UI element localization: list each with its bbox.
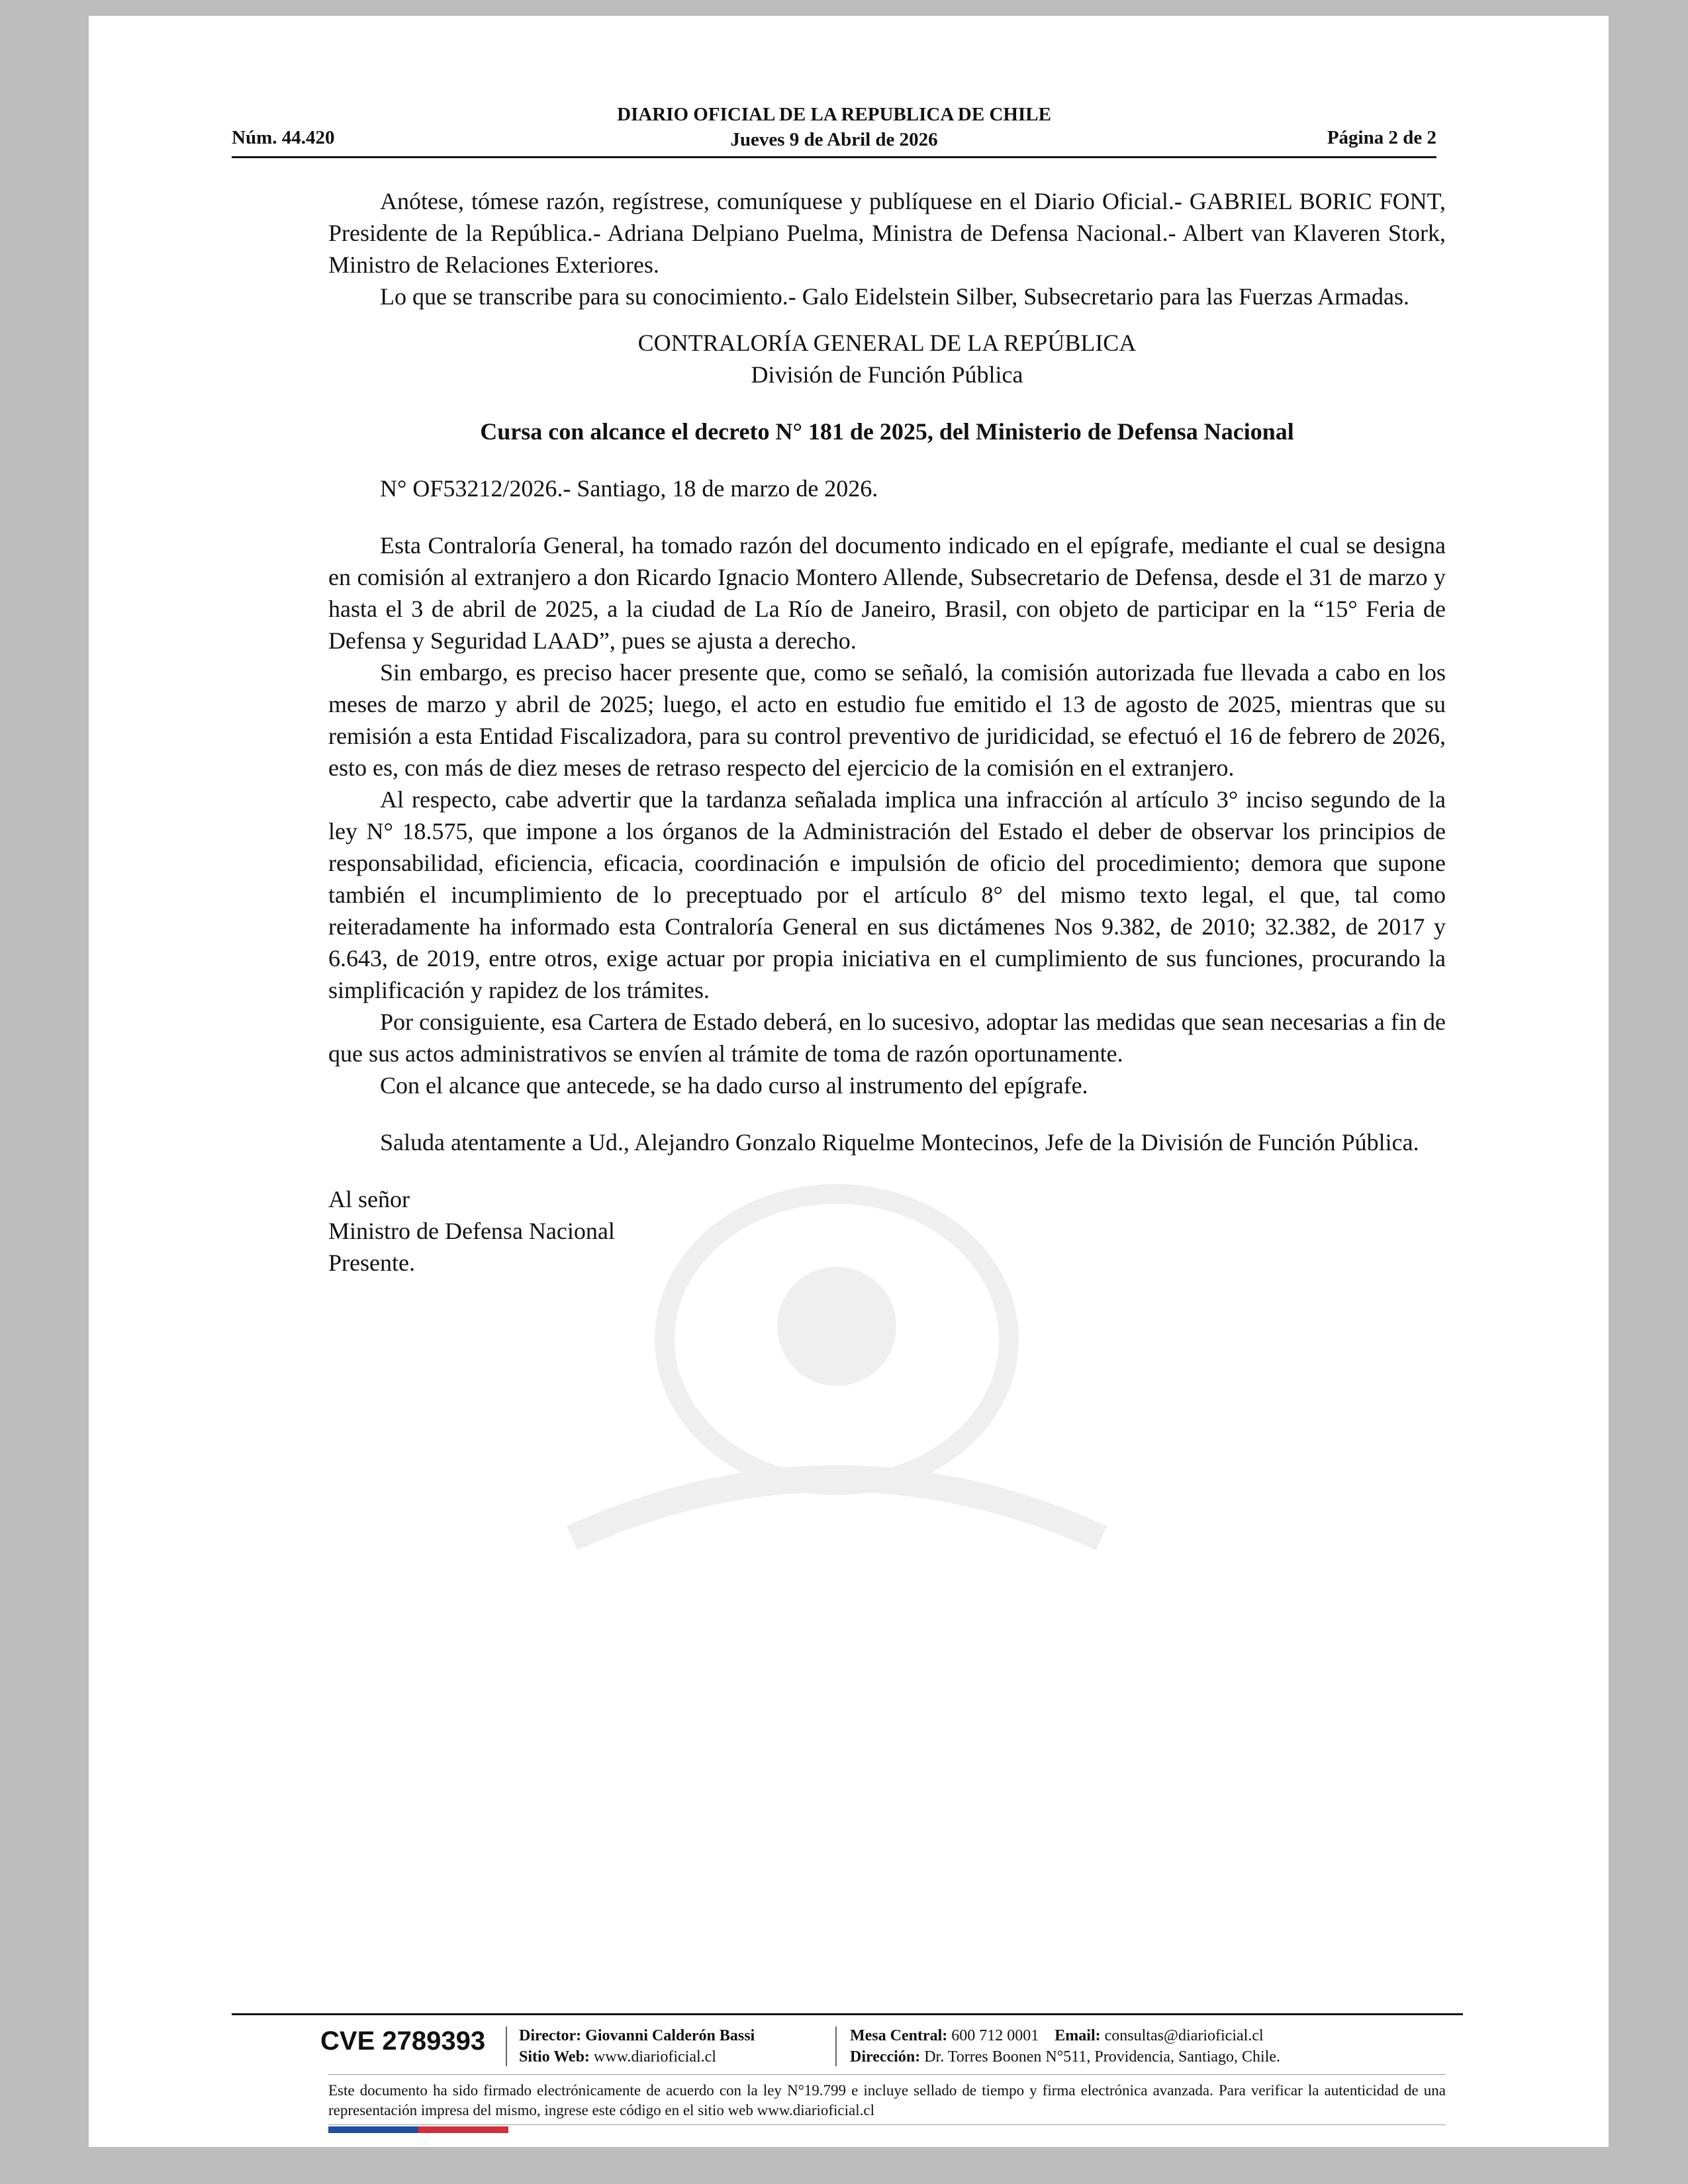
footer-divider [328,2074,1446,2075]
signature-paragraph: Saluda atentamente a Ud., Alejandro Gonzalo Riquelme Montecinos, Jefe de la División de Función Pública. [380,1129,1419,1156]
mesa-phone: 600 712 0001 [951,2027,1039,2044]
organization-name: CONTRALORÍA GENERAL DE LA REPÚBLICA [637,330,1137,356]
footer-separator [506,2026,507,2066]
header-center [232,102,1436,152]
body-paragraph: Sin embargo, es preciso hacer presente que, como se señaló, la comisión autorizada fue llevada a cabo en los meses de marzo y abril de 2025; luego, el acto en estudio fue emitido el 13 de agosto de 2025, mientras que su remisión a esta Entidad Fiscalizadora, para su control preventivo de juridicidad, se efectuó el 16 de febrero de 2026, esto es, con más de diez meses de retraso respecto del ejercicio de la comisión en el extranjero. [328,659,1446,781]
footer-divider [232,2013,1463,2015]
header-divider [232,156,1436,158]
website-link[interactable]: www.diarioficial.cl [593,2048,716,2066]
body-paragraph: Esta Contraloría General, ha tomado razón del documento indicado en el epígrafe, mediante el cual se designa en comisión al extranjero a don Ricardo Ignacio Montero Allende, Subsecretario de Defensa, desde el 31 de marzo y hasta el 3 de abril de 2025, a la ciudad de La Río de Janeiro, Brasil, con objeto de participar en la “15° Feria de Defensa y Seguridad LAAD”, pues se ajusta a derecho. [328,532,1446,654]
page-indicator: Página 2 de 2 [1327,127,1436,148]
body-paragraph: Con el alcance que antecede, se ha dado curso al instrumento del epígrafe. [380,1072,1088,1099]
issue-date: Jueves 9 de Abril de 2026 [730,129,938,150]
director-name: Giovanni Calderón Bassi [585,2027,755,2044]
email-link[interactable]: consultas@diarioficial.cl [1104,2027,1264,2044]
addressee-line: Presente. [328,1250,415,1276]
gazette-title: DIARIO OFICIAL DE LA REPUBLICA DE CHILE [617,104,1051,125]
address-label: Dirección: [850,2048,921,2066]
footer-contact-block [850,2025,1280,2068]
address-value: Dr. Torres Boonen N°511, Providencia, Santiago, Chile. [924,2048,1281,2066]
section-title: Cursa con alcance el decreto N° 181 de 2025, del Ministerio de Defensa Nacional [480,418,1294,445]
footer-separator [835,2026,837,2066]
cve-code: CVE 2789393 [320,2026,486,2056]
footer-divider [328,2124,1446,2125]
decree-closing: Anótese, tómese razón, regístrese, comuníquese y publíquese en el Diario Oficial.- GABRIEL BORIC FONT, Presidente de la República.- Adriana Delpiano Puelma, Ministra de Defensa Nacional.- Albert van Klaveren Stork, Ministro de Relaciones Exteriores. [328,188,1446,278]
email-label: Email: [1055,2027,1101,2044]
director-label: Director: [519,2027,582,2044]
website-label: Sitio Web: [519,2048,590,2066]
addressee-line: Ministro de Defensa Nacional [328,1218,615,1244]
issue-number: Núm. 44.420 [232,127,335,148]
document-page [89,16,1609,2147]
addressee-line: Al señor [328,1186,410,1212]
body-paragraph: Al respecto, cabe advertir que la tardanza señalada implica una infracción al artículo 3° inciso segundo de la ley N° 18.575, que impone a los órganos de la Administración del Estado el deber de observar los principios de responsabilidad, eficiencia, eficacia, coordinación e impulsión de oficio del procedimiento; demora que supone también el incumplimiento de lo preceptuado por el artículo 8° del mismo texto legal, el que, tal como reiteradamente ha informado esta Contraloría General en sus dictámenes Nos 9.382, de 2010; 32.382, de 2017 y 6.643, de 2019, entre otros, exige actuar por propia iniciativa en el cumplimiento de sus funciones, procurando la simplificación y rapidez de los trámites. [328,786,1446,1003]
addressee-block [328,1183,1446,1279]
division-name: División de Función Pública [751,361,1023,388]
flag-stripe-blue [328,2126,418,2133]
body-paragraph: Por consiguiente, esa Cartera de Estado deberá, en lo sucesivo, adoptar las medidas que sean necesarias a fin de que sus actos administrativos se envíen al trámite de toma de razón oportunamente. [328,1009,1446,1067]
flag-stripe-red [418,2126,508,2133]
footer-director-block [519,2025,755,2068]
legal-notice: Este documento ha sido firmado electrónicamente de acuerdo con la ley N°19.799 e incluye sellado de tiempo y firma electrónica avanzada. Para verificar la autenticidad de una representación impresa del mismo, ingrese este código en el sitio web www.diarioficial.cl [328,2082,1446,2118]
document-body [328,185,1446,1279]
mesa-label: Mesa Central: [850,2027,948,2044]
reference-line: N° OF53212/2026.- Santiago, 18 de marzo de 2026. [380,475,878,502]
page-header [232,89,1436,161]
transcription-note: Lo que se transcribe para su conocimiento.- Galo Eidelstein Silber, Subsecretario para las Fuerzas Armadas. [380,283,1410,310]
